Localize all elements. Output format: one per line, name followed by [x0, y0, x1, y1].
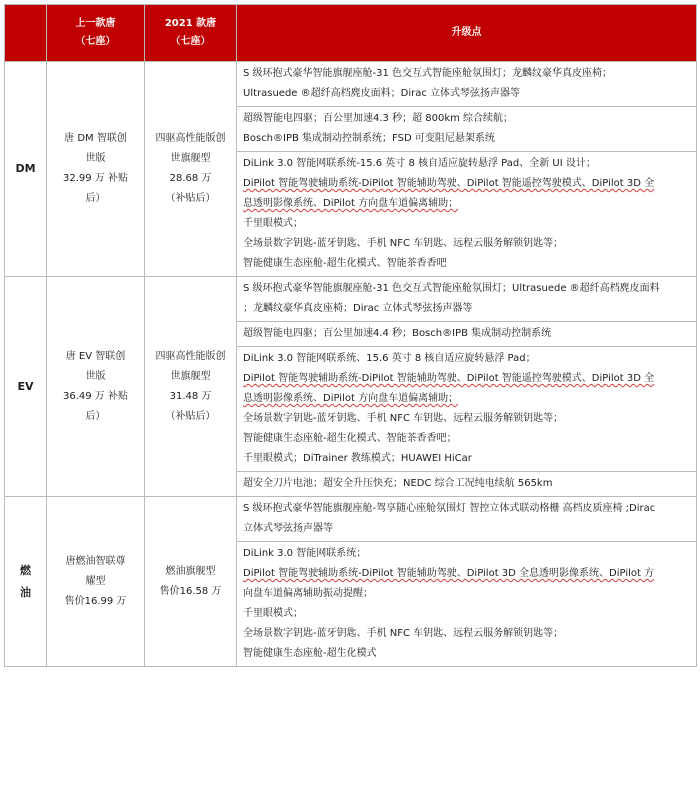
- dm-new-line: 四驱高性能版创: [155, 133, 226, 144]
- fuel-new-line: 售价16.58 万: [159, 585, 222, 597]
- ev-new-line: （补贴后）: [165, 410, 216, 422]
- upgrade-line: 智能健康生态座舱-超生化模式、智能茶香香吧；: [243, 433, 457, 444]
- dm-upgrade-power: [237, 107, 697, 152]
- ev-upgrade-battery: [237, 472, 697, 497]
- upgrade-line: DiPilot 智能驾驶辅助系统-DiPilot 智能辅助驾驶、DiPilot 3D 全息透明影像系统、DiPilot 方: [243, 568, 655, 579]
- category-fuel: [5, 497, 47, 667]
- header-row: [5, 5, 697, 62]
- fuel-prev-line: 耀型: [85, 575, 106, 587]
- upgrade-line: 息透明影像系统、DiPilot 方向盘车道偏离辅助；: [243, 198, 459, 209]
- upgrade-line: 千里眼模式；: [243, 218, 303, 229]
- fuel-new-model: [145, 497, 237, 667]
- fuel-upgrade-intelligence: [237, 542, 697, 667]
- upgrade-line: 全场景数字钥匙-蓝牙钥匙、手机 NFC 车钥匙、远程云服务解锁钥匙等；: [243, 413, 564, 424]
- dm-row-1: [5, 62, 697, 107]
- fuel-upgrade-cabin: [237, 497, 697, 542]
- category-fuel-label: 燃 油: [20, 563, 31, 599]
- dm-upgrade-cabin: [237, 62, 697, 107]
- upgrade-line: 向盘车道偏离辅助振动提醒；: [243, 588, 373, 599]
- header-prev-line1: 上一款唐: [75, 18, 116, 29]
- category-dm: DM: [5, 62, 47, 277]
- dm-prev-line: 后）: [85, 193, 106, 204]
- fuel-prev-line: 售价16.99 万: [64, 595, 127, 607]
- upgrade-line: 超安全刀片电池；超安全升压快充；NEDC 综合工况纯电续航 565km: [243, 478, 553, 489]
- header-upgrades: 升级点: [237, 5, 697, 62]
- upgrade-line: 智能健康生态座舱-超生化模式、智能茶香香吧: [243, 258, 447, 269]
- upgrade-line: DiPilot 智能驾驶辅助系统-DiPilot 智能辅助驾驶、DiPilot 智能遥控驾驶模式、DiPilot 3D 全: [243, 178, 655, 189]
- dm-upgrade-intelligence: [237, 152, 697, 277]
- upgrade-comparison-table: [4, 4, 697, 667]
- upgrade-line: 超级智能电四驱；百公里加速4.4 秒；Bosch®IPB 集成制动控制系统: [243, 328, 552, 339]
- upgrade-line: DiPilot 智能驾驶辅助系统-DiPilot 智能辅助驾驶、DiPilot 智能遥控驾驶模式、DiPilot 3D 全: [243, 373, 655, 384]
- dm-prev-line: 唐 DM 智联创: [64, 133, 127, 144]
- dm-prev-line: 32.99 万 补贴: [63, 173, 128, 184]
- upgrade-line: S 级环抱式豪华智能旗舰座舱-31 色交互式智能座舱氛围灯；龙麟纹豪华真皮座椅；: [243, 68, 613, 79]
- upgrade-line: Bosch®IPB 集成制动控制系统；FSD 可变阻尼悬架系统: [243, 133, 495, 144]
- upgrade-line: DiLink 3.0 智能网联系统-15.6 英寸 8 核自适应旋转悬浮 Pad、全新 UI 设计；: [243, 158, 596, 169]
- upgrade-line: 全场景数字钥匙-蓝牙钥匙、手机 NFC 车钥匙、远程云服务解锁钥匙等；: [243, 628, 564, 639]
- upgrade-line: DiLink 3.0 智能网联系统；: [243, 548, 367, 559]
- ev-new-line: 世旗舰型: [170, 370, 211, 382]
- upgrade-line: 智能健康生态座舱-超生化模式: [243, 648, 377, 659]
- header-prev-line2: （七座）: [75, 36, 116, 47]
- ev-new-line: 31.48 万: [169, 390, 212, 402]
- ev-new-model: [145, 277, 237, 497]
- upgrade-line: S 级环抱式豪华智能旗舰座舱-31 色交互式智能座舱氛围灯；Ultrasuede ®超纤高档麂皮面料: [243, 283, 660, 294]
- fuel-prev-line: 唐燃油智联尊: [65, 555, 126, 567]
- header-new-model: [145, 5, 237, 62]
- upgrade-line: 立体式琴弦扬声器等: [243, 523, 333, 534]
- upgrade-line: 息透明影像系统、DiPilot 方向盘车道偏离辅助；: [243, 393, 459, 404]
- header-blank: [5, 5, 47, 62]
- fuel-row-1: [5, 497, 697, 542]
- upgrade-line: 超级智能电四驱；百公里加速4.3 秒；超 800km 综合续航；: [243, 113, 514, 124]
- ev-prev-line: 世版: [85, 370, 106, 382]
- ev-prev-line: 36.49 万 补贴: [63, 390, 128, 402]
- upgrade-line: 千里眼模式；: [243, 608, 303, 619]
- dm-prev-line: 世版: [85, 153, 106, 164]
- upgrade-line: ；龙麟纹豪华真皮座椅；Dirac 立体式琴弦扬声器等: [243, 303, 473, 314]
- category-ev: EV: [5, 277, 47, 497]
- ev-upgrade-intelligence: [237, 347, 697, 472]
- ev-row-1: [5, 277, 697, 322]
- ev-prev-model: [47, 277, 145, 497]
- ev-prev-line: 后）: [85, 410, 106, 422]
- header-new-line1: 2021 款唐: [164, 18, 217, 29]
- upgrade-line: S 级环抱式豪华智能旗舰座舱-驾享随心座舱氛围灯 智控立体式联动格栅 高档皮质座椅 ;Dirac: [243, 503, 656, 514]
- fuel-prev-model: [47, 497, 145, 667]
- header-prev-model: [47, 5, 145, 62]
- dm-prev-model: [47, 62, 145, 277]
- fuel-new-line: 燃油旗舰型: [165, 565, 216, 577]
- upgrade-line: 全场景数字钥匙-蓝牙钥匙、手机 NFC 车钥匙、远程云服务解锁钥匙等；: [243, 238, 564, 249]
- dm-new-line: 28.68 万: [169, 173, 212, 184]
- upgrade-line: 千里眼模式；DiTrainer 教练模式；HUAWEI HiCar: [243, 453, 472, 464]
- dm-new-line: 世旗舰型: [170, 153, 211, 164]
- ev-upgrade-power: [237, 322, 697, 347]
- dm-new-model: [145, 62, 237, 277]
- ev-new-line: 四驱高性能版创: [155, 350, 226, 362]
- ev-upgrade-cabin: [237, 277, 697, 322]
- ev-prev-line: 唐 EV 智联创: [65, 350, 126, 362]
- header-new-line2: （七座）: [170, 36, 211, 47]
- upgrade-line: DiLink 3.0 智能网联系统、15.6 英寸 8 核自适应旋转悬浮 Pad；: [243, 353, 536, 364]
- dm-new-line: （补贴后）: [165, 193, 216, 204]
- upgrade-line: Ultrasuede ®超纤高档麂皮面料；Dirac 立体式琴弦扬声器等: [243, 88, 521, 99]
